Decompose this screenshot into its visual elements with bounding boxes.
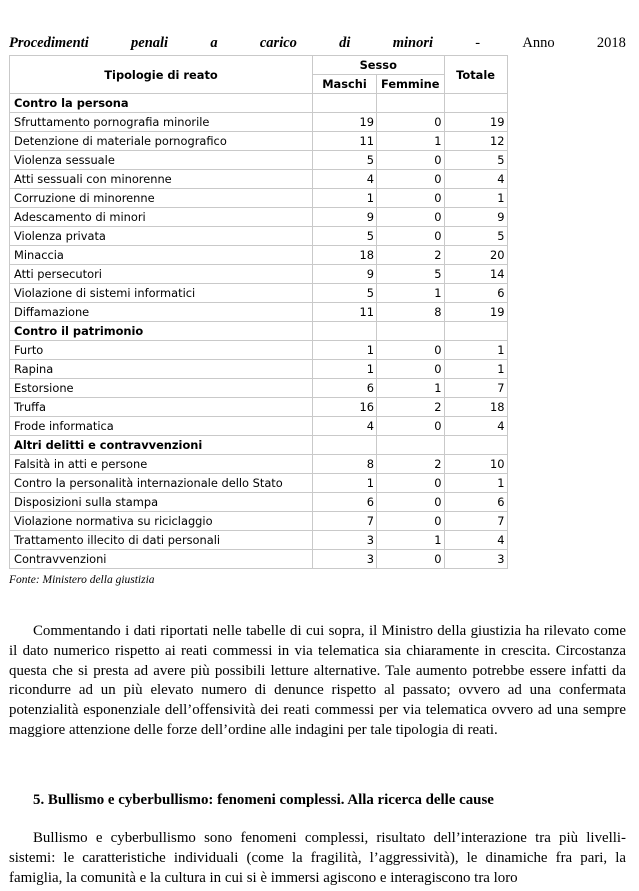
table-row [10,474,508,493]
row-label: Detenzione di materiale pornografico [10,132,313,151]
header-totale: Totale [444,56,507,94]
femmine-cell: 2 [377,398,445,417]
femmine-cell: 1 [377,531,445,550]
totale-cell: 10 [444,455,507,474]
table-row [10,170,508,189]
totale-cell: 3 [444,550,507,569]
maschi-cell: 7 [313,512,377,531]
table-row [10,512,508,531]
table-row [10,132,508,151]
header-sesso: Sesso [313,56,445,75]
maschi-cell: 16 [313,398,377,417]
maschi-cell: 11 [313,132,377,151]
totale-cell: 14 [444,265,507,284]
row-label: Violenza privata [10,227,313,246]
femmine-cell: 1 [377,284,445,303]
femmine-cell: 2 [377,246,445,265]
row-label: Frode informatica [10,417,313,436]
empty-cell [313,322,377,341]
maschi-cell: 4 [313,170,377,189]
paragraph-commento [9,622,626,741]
totale-cell: 9 [444,208,507,227]
category-row [10,436,508,455]
totale-cell: 5 [444,227,507,246]
row-label: Diffamazione [10,303,313,322]
category-row [10,94,508,113]
title-word-5: di [339,35,351,51]
table-row [10,360,508,379]
femmine-cell: 2 [377,455,445,474]
header-femmine: Femmine [377,75,445,94]
table-row [10,531,508,550]
table-row [10,227,508,246]
empty-cell [444,322,507,341]
maschi-cell: 3 [313,550,377,569]
table-row [10,151,508,170]
maschi-cell: 19 [313,113,377,132]
paragraph-bullismo [9,829,626,888]
maschi-cell: 9 [313,265,377,284]
totale-cell: 6 [444,284,507,303]
maschi-cell: 1 [313,341,377,360]
totale-cell: 6 [444,493,507,512]
femmine-cell: 0 [377,360,445,379]
empty-cell [377,94,445,113]
maschi-cell: 3 [313,531,377,550]
table-row [10,455,508,474]
totale-cell: 1 [444,474,507,493]
title-word-1: Procedimenti [9,35,89,51]
table-row [10,379,508,398]
femmine-cell: 1 [377,132,445,151]
empty-cell [444,436,507,455]
table-row [10,417,508,436]
empty-cell [377,322,445,341]
femmine-cell: 8 [377,303,445,322]
femmine-cell: 0 [377,341,445,360]
title-word-4: carico [259,35,297,51]
femmine-cell: 0 [377,189,445,208]
row-label: Violazione normativa su riciclaggio [10,512,313,531]
paragraph-bullismo-text: Bullismo e cyberbullismo sono fenomeni complessi, risultato dell’interazione tra più livelli-sistemi: le caratteristiche individuali (come la fragilità, l’aggressività), le dinamiche fra pari, la famiglia, la comunità e la cultura in cui si è immersi agiscono e interagiscono tra loro [9,830,626,886]
empty-cell [313,94,377,113]
maschi-cell: 6 [313,379,377,398]
totale-cell: 4 [444,531,507,550]
maschi-cell: 5 [313,284,377,303]
table-row [10,265,508,284]
row-label: Corruzione di minorenne [10,189,313,208]
row-label: Atti persecutori [10,265,313,284]
femmine-cell: 5 [377,265,445,284]
table-row [10,246,508,265]
totale-cell: 18 [444,398,507,417]
title-year: 2018 [596,35,626,51]
table-row [10,303,508,322]
empty-cell [313,436,377,455]
row-label: Atti sessuali con minorenne [10,170,313,189]
title-dash: - [475,35,481,51]
maschi-cell: 8 [313,455,377,474]
femmine-cell: 0 [377,151,445,170]
femmine-cell: 0 [377,170,445,189]
totale-cell: 20 [444,246,507,265]
table-row [10,189,508,208]
source-note: Fonte: Ministero della giustizia [9,574,155,586]
title-word-2: penali [131,35,169,51]
totale-cell: 19 [444,113,507,132]
maschi-cell: 1 [313,360,377,379]
totale-cell: 7 [444,512,507,531]
empty-cell [377,436,445,455]
totale-cell: 1 [444,189,507,208]
category-label: Contro la persona [10,94,313,113]
table-row [10,493,508,512]
totale-cell: 5 [444,151,507,170]
category-label: Altri delitti e contravvenzioni [10,436,313,455]
maschi-cell: 1 [313,474,377,493]
maschi-cell: 4 [313,417,377,436]
row-label: Contravvenzioni [10,550,313,569]
title-word-6: minori [392,35,434,51]
totale-cell: 1 [444,341,507,360]
femmine-cell: 0 [377,550,445,569]
femmine-cell: 0 [377,113,445,132]
totale-cell: 12 [444,132,507,151]
table-header-row-1 [10,56,508,75]
table-row [10,398,508,417]
femmine-cell: 0 [377,417,445,436]
totale-cell: 4 [444,417,507,436]
row-label: Violazione di sistemi informatici [10,284,313,303]
paragraph-commento-text: Commentando i dati riportati nelle tabelle di cui sopra, il Ministro della giustizia ha rilevato come il dato numerico rispetto ai reati commessi in via telematica sia chiaramente in crescita. Circostanza questa che si presta ad avere più possibili letture alternative. Tale aumento potrebbe essere infatti da ricondurre ad un più elevato numero di denunce rispetto al passato; ovvero ad una confermata potenzialità esponenziale dell’offensività dei reati commessi per via telematica ovvero ad una sempre maggiore attenzione delle forze dell’ordine alle indagini per tale tipologia di reati. [9,623,626,738]
maschi-cell: 18 [313,246,377,265]
row-label: Minaccia [10,246,313,265]
femmine-cell: 0 [377,512,445,531]
row-label: Sfruttamento pornografia minorile [10,113,313,132]
row-label: Furto [10,341,313,360]
section-heading: 5. Bullismo e cyberbullismo: fenomeni complessi. Alla ricerca delle cause [33,792,494,808]
table-row [10,113,508,132]
header-tipologie: Tipologie di reato [10,56,313,94]
title-word-3: a [210,35,218,51]
maschi-cell: 5 [313,227,377,246]
row-label: Truffa [10,398,313,417]
title-anno: Anno [522,35,555,51]
totale-cell: 1 [444,360,507,379]
row-label: Estorsione [10,379,313,398]
femmine-cell: 0 [377,208,445,227]
row-label: Contro la personalità internazionale dello Stato [10,474,313,493]
table-title [9,34,626,52]
offenses-table [9,55,508,569]
totale-cell: 7 [444,379,507,398]
category-row [10,322,508,341]
table-row [10,208,508,227]
empty-cell [444,94,507,113]
category-label: Contro il patrimonio [10,322,313,341]
femmine-cell: 1 [377,379,445,398]
femmine-cell: 0 [377,227,445,246]
femmine-cell: 0 [377,474,445,493]
table-body [10,94,508,569]
table-row [10,284,508,303]
header-maschi: Maschi [313,75,377,94]
totale-cell: 4 [444,170,507,189]
row-label: Rapina [10,360,313,379]
table-row [10,550,508,569]
row-label: Violenza sessuale [10,151,313,170]
totale-cell: 19 [444,303,507,322]
maschi-cell: 11 [313,303,377,322]
femmine-cell: 0 [377,493,445,512]
row-label: Falsità in atti e persone [10,455,313,474]
maschi-cell: 9 [313,208,377,227]
maschi-cell: 6 [313,493,377,512]
row-label: Trattamento illecito di dati personali [10,531,313,550]
row-label: Disposizioni sulla stampa [10,493,313,512]
table-row [10,341,508,360]
row-label: Adescamento di minori [10,208,313,227]
maschi-cell: 5 [313,151,377,170]
maschi-cell: 1 [313,189,377,208]
